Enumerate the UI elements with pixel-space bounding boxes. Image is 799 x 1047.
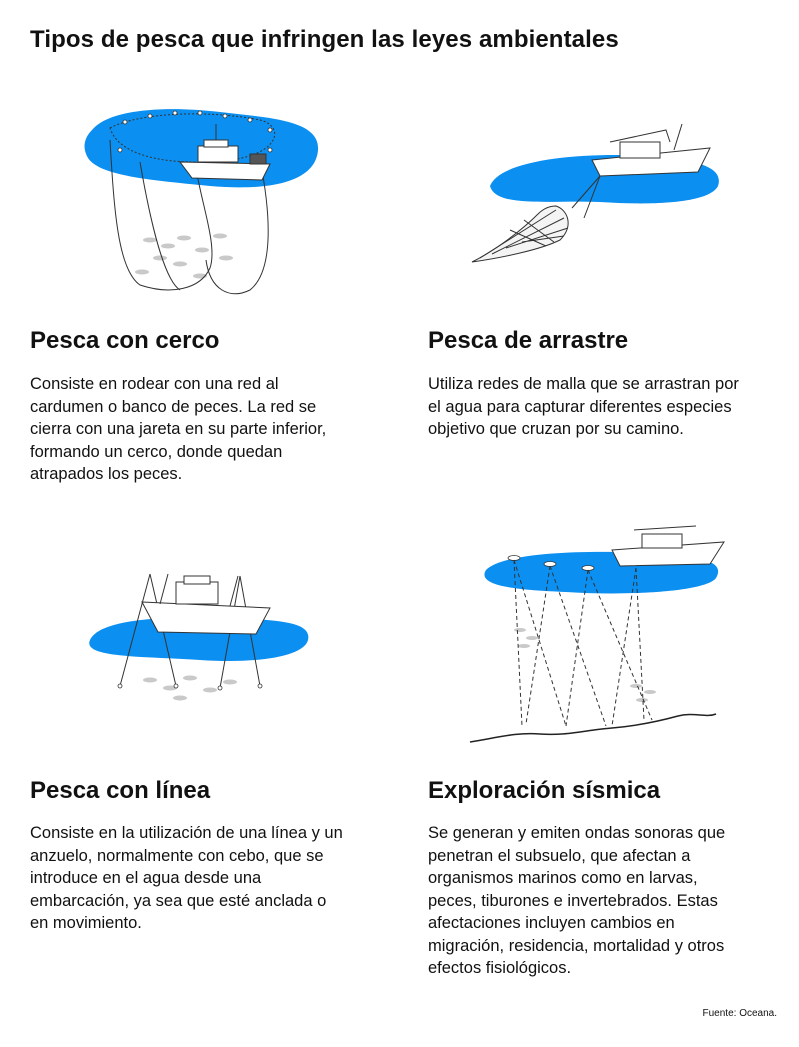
purse-seine-illustration (80, 100, 330, 300)
fish-school-icon (135, 234, 233, 279)
seafloor-line (470, 714, 716, 742)
trawler-boat-icon (592, 124, 710, 176)
panel-description-seismic: Se generan y emiten ondas sonoras que penetran el subsuelo, que afectan a organismos marinos como en larvas, peces, tiburones e invertebrados. Estas afectaciones incluyen cambios en migración, residencia, mortalidad y otros efectos fisiológicos. (428, 824, 726, 977)
panel-heading-trawl: Pesca de arrastre (428, 327, 629, 354)
page-title: Tipos de pesca que infringen las leyes ambientales (30, 26, 619, 53)
seismic-illustration (466, 520, 736, 750)
survey-vessel-icon (612, 526, 724, 566)
fishing-boat-icon (142, 574, 270, 634)
hook-icon (118, 684, 262, 690)
longline-illustration (80, 560, 320, 710)
panel-description-trawl: Utiliza redes de malla que se arrastran por el agua para capturar diferentes especies objetivo que cruzan por su camino. (428, 375, 739, 438)
panel-heading-purse-seine: Pesca con cerco (30, 327, 220, 354)
panel-description-purse-seine: Consiste en rodear con una red al cardumen o banco de peces. La red se cierra con una jareta en su parte inferior, formando un cerco, donde quedan atrapados los peces. (30, 375, 327, 483)
trawl-illustration (460, 118, 730, 273)
fish-school-icon (143, 676, 237, 701)
panel-description-longline: Consiste en la utilización de una línea y un anzuelo, normalmente con cebo, que se introduce en el agua desde una embarcación, ya sea que esté anclada o en movimiento. (30, 824, 343, 932)
panel-heading-seismic: Exploración sísmica (428, 777, 661, 804)
panel-heading-longline: Pesca con línea (30, 777, 211, 804)
source-credit: Fuente: Oceana. (702, 1008, 777, 1019)
